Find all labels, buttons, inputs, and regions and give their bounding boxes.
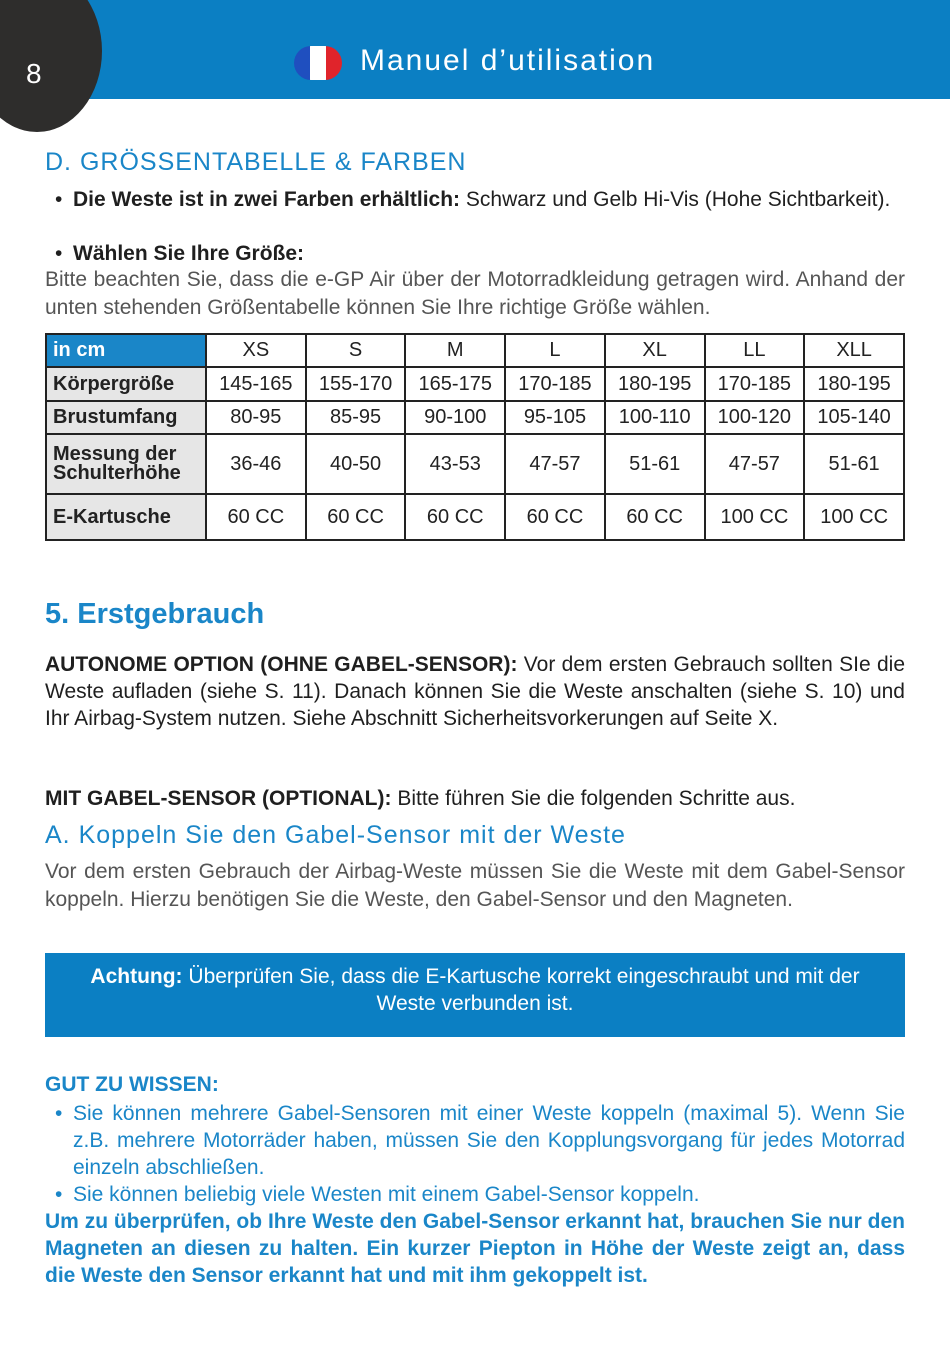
list-item-choose-size [55, 240, 905, 267]
table-cell: 155-170 [306, 367, 406, 401]
table-cell: 60 CC [605, 494, 705, 540]
table-row [46, 367, 904, 401]
table-row [46, 434, 904, 494]
table-cell: 85-95 [306, 401, 406, 434]
table-cell: 180-195 [605, 367, 705, 401]
tip-text: Sie können beliebig viele Westen mit einem Gabel-Sensor koppeln. [73, 1183, 700, 1206]
bullet-icon: • [55, 242, 63, 265]
subsection-title-pairing: A. Koppeln Sie den Gabel-Sensor mit der Weste [45, 821, 626, 849]
table-cell: 47-57 [705, 434, 805, 494]
table-cell: 145-165 [206, 367, 306, 401]
tip-text: Sie können mehrere Gabel-Sensoren mit einer Weste koppeln (maximal 5). Wenn Sie z.B. mehrere Motorräder haben, müssen Sie den Kopplungsvorgang für jedes Motorrad einzeln abschließen. [73, 1102, 905, 1179]
column-header: XS [206, 334, 306, 367]
page-number: 8 [26, 58, 42, 89]
french-flag-icon [294, 46, 342, 80]
list-item-tip [55, 1100, 905, 1181]
table-cell: 90-100 [405, 401, 505, 434]
table-cell: 40-50 [306, 434, 406, 494]
table-cell: 180-195 [804, 367, 904, 401]
verify-pairing-text: Um zu überprüfen, ob Ihre Weste den Gabel-Sensor erkannt hat, brauchen Sie nur den Magneten an diesen zu halten. Ein kurzer Piepton in Höhe der Weste zeigt an, dass die Weste den Sensor erkannt hat und mit ihm gekoppelt ist. [45, 1210, 905, 1287]
gabel-text: Bitte führen Sie die folgenden Schritte aus. [391, 787, 796, 810]
warning-label: Achtung: [90, 965, 183, 988]
table-corner-cell: in cm [46, 334, 206, 367]
bullet-icon: • [55, 1183, 63, 1206]
table-cell: 170-185 [705, 367, 805, 401]
column-header: XLL [804, 334, 904, 367]
table-cell: 100-110 [605, 401, 705, 434]
table-header-row [46, 334, 904, 367]
table-cell: 100-120 [705, 401, 805, 434]
column-header: L [505, 334, 605, 367]
table-cell: 60 CC [306, 494, 406, 540]
column-header: M [405, 334, 505, 367]
table-row [46, 494, 904, 540]
choose-size-label: Wählen Sie Ihre Größe: [73, 242, 305, 265]
page-number-badge [0, 0, 102, 132]
table-cell: 47-57 [505, 434, 605, 494]
autonome-paragraph [45, 651, 905, 732]
good-to-know-title: GUT ZU WISSEN: [45, 1073, 219, 1096]
row-label: Messung der Schulterhöhe [46, 434, 206, 494]
section-heading-first-use: 5. Erstgebrauch [45, 598, 265, 630]
gabel-sensor-paragraph [45, 785, 905, 812]
warning-text: Überprüfen Sie, dass die E-Kartusche korrekt eingeschraubt und mit der Weste verbunden ist. [182, 965, 860, 1015]
colors-label: Die Weste ist in zwei Farben erhältlich: [73, 188, 461, 211]
section-title-size-chart: D. GRÖSSENTABELLE & FARBEN [45, 148, 467, 176]
table-cell: 60 CC [206, 494, 306, 540]
table-row [46, 401, 904, 434]
table-cell: 170-185 [505, 367, 605, 401]
table-cell: 51-61 [804, 434, 904, 494]
manual-title: Manuel d’utilisation [360, 44, 656, 77]
table-cell: 100 CC [705, 494, 805, 540]
list-item-tip [55, 1181, 905, 1208]
table-cell: 43-53 [405, 434, 505, 494]
bullet-icon: • [55, 1102, 63, 1125]
autonome-text: Vor dem ersten Gebrauch sollten SIe die Weste aufladen (siehe S. 11). Danach können Sie die Weste anschalten (siehe S. 10) und Ihr Airbag-System nutzen. Siehe Abschnitt Sicherheitsvorkerungen auf Seite X. [45, 653, 905, 730]
column-header: XL [605, 334, 705, 367]
bullet-icon: • [55, 188, 63, 211]
size-table [45, 333, 905, 541]
row-label: E-Kartusche [46, 494, 206, 540]
page-header [0, 0, 950, 99]
table-cell: 165-175 [405, 367, 505, 401]
gabel-label: MIT GABEL-SENSOR (OPTIONAL): [45, 787, 392, 810]
table-cell: 51-61 [605, 434, 705, 494]
table-cell: 95-105 [505, 401, 605, 434]
autonome-label: AUTONOME OPTION (OHNE GABEL-SENSOR): [45, 653, 518, 676]
colors-text: Schwarz und Gelb Hi-Vis (Hohe Sichtbarkeit). [460, 188, 891, 211]
row-label: Körpergröße [46, 367, 206, 401]
column-header: S [306, 334, 406, 367]
row-label: Brustumfang [46, 401, 206, 434]
table-cell: 36-46 [206, 434, 306, 494]
table-cell: 60 CC [505, 494, 605, 540]
pairing-text: Vor dem ersten Gebrauch der Airbag-Weste müssen Sie die Weste mit dem Gabel-Sensor koppeln. Hierzu benötigen Sie die Weste, den Gabel-Sensor und den Magneten. [45, 860, 905, 911]
table-cell: 105-140 [804, 401, 904, 434]
table-cell: 100 CC [804, 494, 904, 540]
list-item-colors [55, 186, 905, 213]
size-intro-text: Bitte beachten Sie, dass die e-GP Air über der Motorradkleidung getragen wird. Anhand der unten stehenden Größentabelle können Sie Ihre richtige Größe wählen. [45, 268, 905, 319]
table-cell: 60 CC [405, 494, 505, 540]
table-cell: 80-95 [206, 401, 306, 434]
column-header: LL [705, 334, 805, 367]
warning-box [45, 953, 905, 1037]
